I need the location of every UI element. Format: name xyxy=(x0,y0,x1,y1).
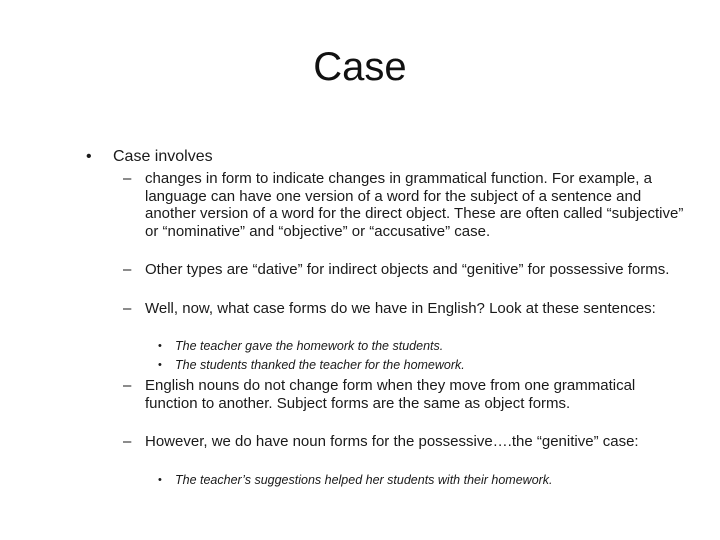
dash-icon: – xyxy=(123,433,132,450)
bullet-icon: • xyxy=(86,148,92,165)
sub-bullet xyxy=(123,377,688,412)
example-text: The teacher’s suggestions helped her students with their homework. xyxy=(175,473,553,487)
sub-bullet-text: However, we do have noun forms for the possessive….the “genitive” case: xyxy=(145,433,639,450)
slide-title: Case xyxy=(313,45,407,89)
sub-bullet-text: Well, now, what case forms do we have in English? Look at these sentences: xyxy=(145,300,656,317)
example-sentence xyxy=(158,472,553,488)
dash-icon: – xyxy=(123,300,132,317)
sub-bullet xyxy=(123,261,688,279)
bullet-icon: • xyxy=(158,340,162,352)
example-sentence xyxy=(158,357,465,373)
main-bullet-text: Case involves xyxy=(113,148,213,165)
example-text: The teacher gave the homework to the students. xyxy=(175,339,444,353)
dash-icon: – xyxy=(123,261,132,278)
sub-bullet-text: Other types are “dative” for indirect objects and “genitive” for possessive forms. xyxy=(145,261,670,278)
dash-icon: – xyxy=(123,377,132,394)
dash-icon: – xyxy=(123,170,132,187)
bullet-icon: • xyxy=(158,474,162,486)
example-text: The students thanked the teacher for the homework. xyxy=(175,358,465,372)
sub-bullet xyxy=(123,300,688,318)
sub-bullet xyxy=(123,433,688,451)
sub-bullet-text: changes in form to indicate changes in grammatical function. For example, a language can have one version of a word for the subject of a sentence and another version of a word for the direct object. These are often called “subjective” or “nominative” and “objective” or “accusative” case. xyxy=(145,170,684,240)
sub-bullet-text: English nouns do not change form when they move from one grammatical function to another. Subject forms are the same as object forms. xyxy=(145,377,636,412)
example-sentence xyxy=(158,338,443,354)
bullet-icon: • xyxy=(158,359,162,371)
sub-bullet xyxy=(123,170,688,240)
